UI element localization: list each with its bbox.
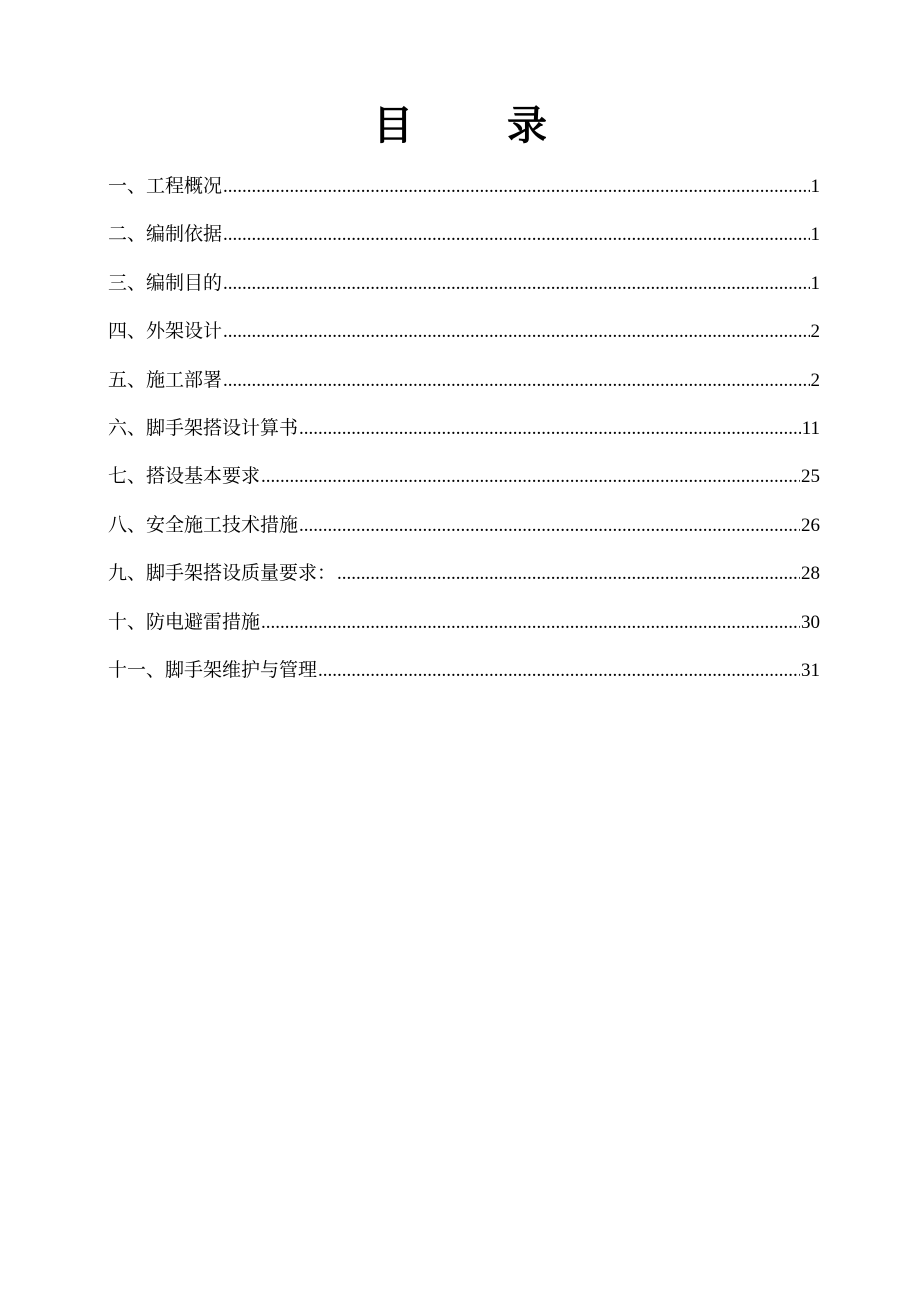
toc-dot-leader <box>318 647 800 695</box>
toc-entry-label: 四、外架设计 <box>108 320 223 343</box>
toc-entry[interactable] <box>108 307 820 355</box>
toc-entry-label: 八、安全施工技术措施 <box>108 513 299 536</box>
toc-entry-label: 六、脚手架搭设计算书 <box>108 416 299 439</box>
toc-title: 目 录 <box>373 102 587 149</box>
toc-page-number: 1 <box>810 176 820 197</box>
toc-entry-label: 一、工程概况 <box>108 175 223 197</box>
toc-dot-leader <box>223 163 809 211</box>
toc-page-number: 1 <box>810 272 820 294</box>
toc-dot-leader <box>223 260 809 308</box>
toc-entry-label: 十一、脚手架维护与管理 <box>108 658 318 681</box>
toc-page-number: 2 <box>810 369 820 391</box>
toc-page-number: 2 <box>810 321 820 343</box>
toc-page-number: 25 <box>801 466 820 488</box>
toc-entry[interactable] <box>108 646 820 694</box>
toc-entry-label: 九、脚手架搭设质量要求： <box>108 562 337 585</box>
toc-dot-leader <box>299 502 800 550</box>
toc-dot-leader <box>261 599 800 647</box>
toc-entry[interactable] <box>108 210 820 258</box>
toc-page-number: 1 <box>810 224 820 246</box>
toc-dot-leader <box>223 308 809 356</box>
toc-entry[interactable] <box>108 404 820 452</box>
toc-page-number: 28 <box>801 563 820 585</box>
toc-entry[interactable] <box>108 452 820 500</box>
toc-dot-leader <box>299 405 801 453</box>
toc-entry-label: 七、搭设基本要求 <box>108 465 261 488</box>
toc-entry-label: 二、编制依据 <box>108 223 223 246</box>
toc-entry[interactable] <box>108 549 820 597</box>
toc-entry-label: 三、编制目的 <box>108 271 223 294</box>
toc-entry-label: 五、施工部署 <box>108 368 223 391</box>
toc-dot-leader <box>261 453 800 501</box>
toc-entry[interactable] <box>108 501 820 549</box>
toc-dot-leader <box>223 357 809 405</box>
table-of-contents <box>108 162 820 694</box>
toc-dot-leader <box>337 550 800 598</box>
toc-entry[interactable] <box>108 259 820 307</box>
toc-entry[interactable] <box>108 162 820 210</box>
toc-dot-leader <box>223 211 809 259</box>
toc-page-number: 31 <box>801 659 820 681</box>
toc-entry[interactable] <box>108 356 820 404</box>
toc-page-number: 11 <box>801 417 820 439</box>
toc-page-number: 30 <box>801 611 820 633</box>
toc-entry-label: 十、防电避雷措施 <box>108 610 261 633</box>
toc-page-number: 26 <box>801 514 820 536</box>
toc-entry[interactable] <box>108 598 820 646</box>
